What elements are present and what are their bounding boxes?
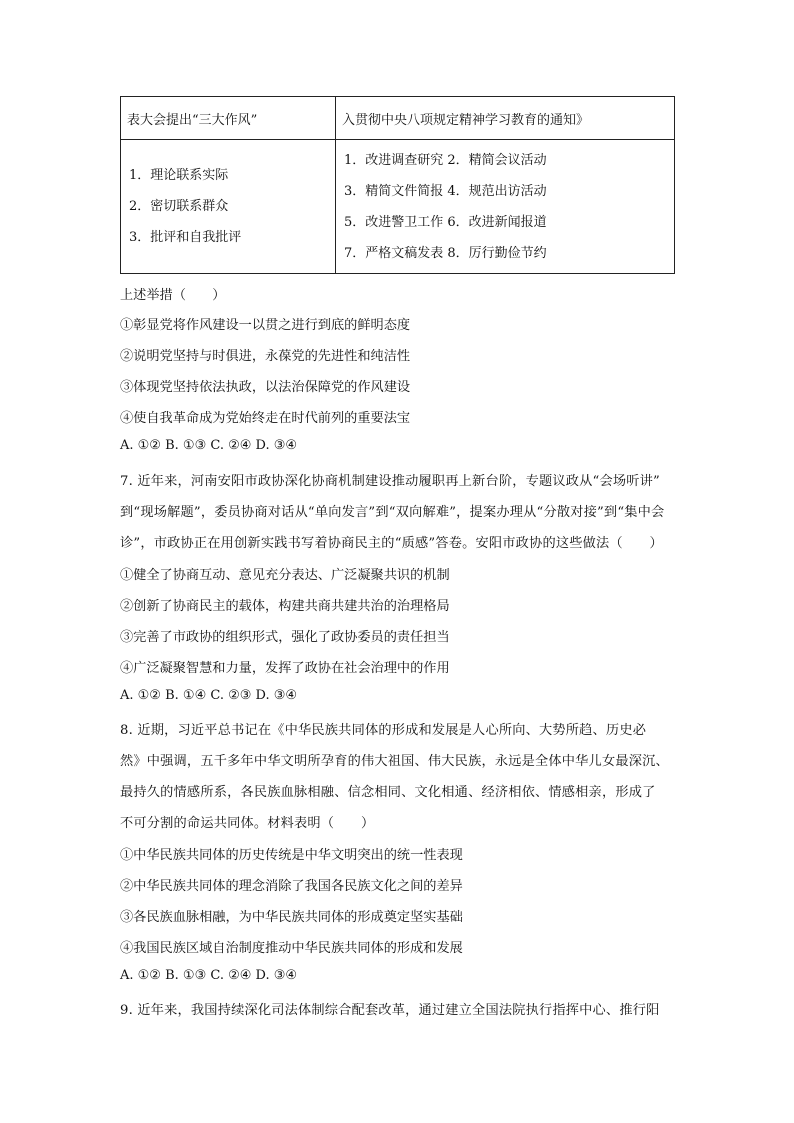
- list-item: 2．密切联系群众: [129, 199, 229, 214]
- q7-option-4: ④广泛凝聚智慧和力量，发挥了政协在社会治理中的作用: [120, 661, 450, 676]
- list-item: 3．批评和自我批评: [129, 230, 242, 245]
- table-body-row: [121, 140, 675, 274]
- q8-option-4: ④我国民族区域自治制度推动中华民族共同体的形成和发展: [120, 941, 463, 956]
- table-header-left: 表大会提出“三大作风”: [121, 97, 336, 140]
- q6-choices: A. ①② B. ①③ C. ②④ D. ③④: [120, 438, 298, 453]
- table-header-right: 入贯彻中央八项规定精神学习教育的通知》: [336, 97, 675, 140]
- q7-option-3: ③完善了市政协的组织形式，强化了政协委员的责任担当: [120, 630, 450, 645]
- q8-text-line-1: 8. 近期，习近平总书记在《中华民族共同体的形成和发展是人心所向、大势所趋、历史必: [120, 723, 647, 738]
- q6-option-4: ④使自我革命成为党始终走在时代前列的重要法宝: [120, 411, 411, 426]
- q6-stem: 上述举措（ ）: [120, 288, 226, 303]
- q7-option-1: ①健全了协商互动、意见充分表达、广泛凝聚共识的机制: [120, 568, 450, 583]
- q6-option-2: ②说明党坚持与时俱进，永葆党的先进性和纯洁性: [120, 349, 411, 364]
- q7-text-line-1: 7. 近年来，河南安阳市政协深化协商机制建设推动履职再上新台阶，专题议政从“会场听讲”: [120, 474, 660, 489]
- q8-option-1: ①中华民族共同体的历史传统是中华文明突出的统一性表现: [120, 848, 463, 863]
- q6-option-3: ③体现党坚持依法执政，以法治保障党的作风建设: [120, 380, 411, 395]
- list-item: 1．理论联系实际: [129, 168, 229, 183]
- q7-choices: A. ①② B. ①④ C. ②③ D. ③④: [120, 688, 298, 703]
- q7-text-line-2: 到“现场解题”，委员协商对话从“单向发言”到“双向解难”，提案办理从“分散对接”到“集中会: [120, 505, 665, 520]
- list-item: 3．精简文件简报 4．规范出访活动: [344, 183, 547, 199]
- table-cell-three-styles: [121, 140, 336, 274]
- q7-option-2: ②创新了协商民主的载体，构建共商共建共治的治理格局: [120, 599, 450, 614]
- table-header-row: [121, 97, 675, 140]
- table-cell-eight-rules: [336, 140, 675, 274]
- measures-table: [120, 96, 675, 274]
- q7-text-line-3: 诊”，市政协正在用创新实践书写着协商民主的“质感”答卷。安阳市政协的这些做法（ ）: [120, 536, 663, 551]
- list-item: 1．改进调查研究 2．精简会议活动: [344, 152, 547, 168]
- q8-text-line-2: 然》中强调，五千多年中华文明所孕育的伟大祖国、伟大民族，永远是全体中华儿女最深沉、: [120, 754, 669, 769]
- q8-text-line-4: 不可分割的命运共同体。材料表明（ ）: [120, 816, 375, 831]
- q8-text-line-3: 最持久的情感所系，各民族血脉相融、信念相同、文化相通、经济相依、情感相亲，形成了: [120, 785, 656, 800]
- q8-option-2: ②中华民族共同体的理念消除了我国各民族文化之间的差异: [120, 879, 463, 894]
- q8-choices: A. ①② B. ①③ C. ②④ D. ③④: [120, 968, 298, 983]
- q8-option-3: ③各民族血脉相融，为中华民族共同体的形成奠定坚实基础: [120, 910, 463, 925]
- q9-text-line-1: 9. 近年来，我国持续深化司法体制综合配套改革，通过建立全国法院执行指挥中心、推行阳: [120, 1003, 660, 1018]
- list-item: 5．改进警卫工作 6．改进新闻报道: [344, 214, 547, 230]
- list-item: 7．严格文稿发表 8．厉行勤俭节约: [344, 245, 547, 261]
- q6-option-1: ①彰显党将作风建设一以贯之进行到底的鲜明态度: [120, 318, 411, 333]
